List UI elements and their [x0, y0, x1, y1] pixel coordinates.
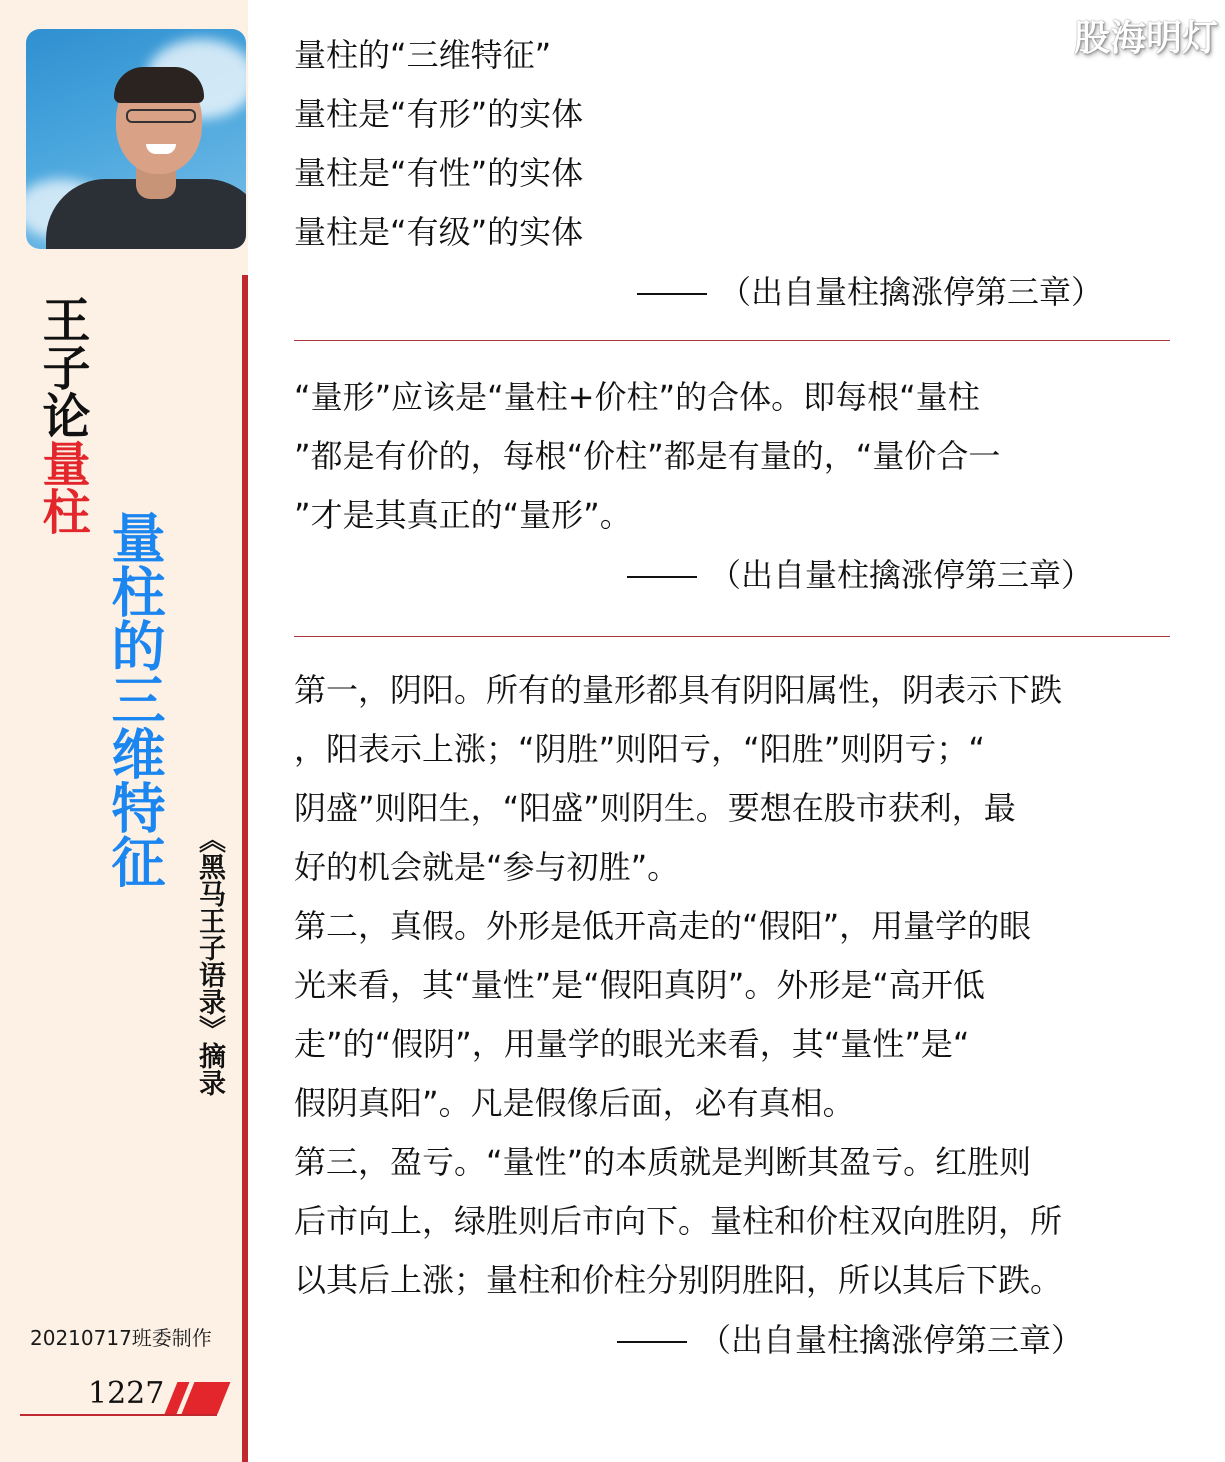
source-text: （出自量柱擒涨停第三章） [699, 1321, 1084, 1359]
page-decoration-block [182, 1382, 231, 1414]
section-divider [294, 340, 1170, 341]
section-1 [294, 26, 1170, 262]
text-line: 第三，盈亏。“量性”的本质就是判断其盈亏。红胜则 [294, 1143, 1032, 1181]
hair-shape [114, 67, 204, 103]
source-book-label: 《黑马王子语录》摘录 [194, 826, 225, 1096]
source-text: （出自量柱擒涨停第三章） [709, 556, 1094, 594]
text-line: 假阴真阳”。凡是假像后面，必有真相。 [294, 1084, 855, 1122]
em-dash-line [637, 293, 707, 295]
text-line: 第一，阴阳。所有的量形都具有阴阳属性，阴表示下跌 [294, 671, 1063, 709]
section-3 [294, 661, 1170, 1310]
author-photo [26, 29, 246, 249]
text-line: “量形”应该是“量柱+价柱”的合体。即每根“量柱 [294, 378, 980, 416]
source-text: （出自量柱擒涨停第三章） [719, 273, 1104, 311]
text-line: 以其后上涨；量柱和价柱分别阴胜阳，所以其后下跌。 [294, 1261, 1063, 1299]
glasses-shape [126, 109, 196, 123]
main-title-red: 量柱 [34, 439, 90, 535]
text-line: ”都是有价的，每根“价柱”都是有量的，“量价合一 [294, 437, 1001, 475]
page-number-underline [20, 1414, 217, 1416]
text-line: 好的机会就是“参与初胜”。 [294, 848, 680, 886]
section-2 [294, 368, 1170, 545]
em-dash-line [627, 576, 697, 578]
sidebar-red-bar [242, 275, 248, 1462]
source-citation-2 [627, 555, 1093, 595]
sidebar [0, 0, 248, 1462]
text-line: 走”的“假阴”，用量学的眼光来看，其“量性”是“ [294, 1025, 970, 1063]
text-line: ”才是其真正的“量形”。 [294, 496, 632, 534]
sidebar-subtitle: 量柱的三维特征 [103, 510, 167, 888]
sidebar-main-title [34, 295, 90, 535]
main-title-black: 王子论 [34, 295, 90, 439]
text-line: ，阳表示上涨；“阴胜”则阳亏，“阳胜”则阴亏；“ [294, 730, 985, 768]
text-line: 量柱是“有形”的实体 [294, 95, 584, 133]
credit-text: 20210717班委制作 [30, 1326, 212, 1350]
source-citation-3 [617, 1320, 1083, 1360]
text-line: 后市向上，绿胜则后市向下。量柱和价柱双向胜阴，所 [294, 1202, 1063, 1240]
watermark-logo: 股海明灯 [1074, 18, 1219, 59]
text-line: 量柱的“三维特征” [294, 36, 552, 74]
page-number: 1227 [88, 1376, 165, 1411]
section-divider [294, 636, 1170, 637]
text-line: 量柱是“有级”的实体 [294, 213, 584, 251]
text-line: 第二，真假。外形是低开高走的“假阳”，用量学的眼 [294, 907, 1032, 945]
em-dash-line [617, 1341, 687, 1343]
text-line: 光来看，其“量性”是“假阳真阴”。外形是“高开低 [294, 966, 985, 1004]
text-line: 量柱是“有性”的实体 [294, 154, 584, 192]
source-citation-1 [637, 272, 1103, 312]
text-line: 阴盛”则阳生，“阳盛”则阴生。要想在股市获利，最 [294, 789, 1016, 827]
